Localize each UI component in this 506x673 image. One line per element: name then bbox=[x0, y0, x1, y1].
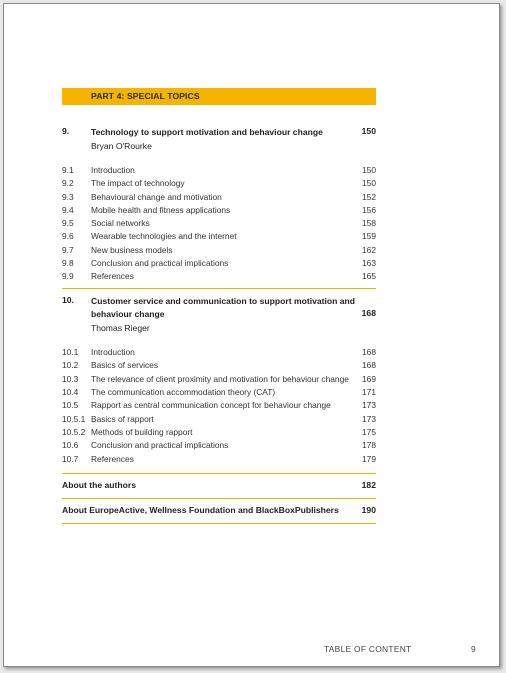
chapter-heading[interactable] bbox=[62, 295, 376, 336]
section-page: 173 bbox=[362, 413, 376, 424]
section-title: The relevance of client proximity and motivation for behaviour change bbox=[91, 373, 349, 384]
divider bbox=[62, 523, 376, 524]
section-number: 10.4 bbox=[62, 387, 79, 398]
section-title: References bbox=[91, 453, 134, 464]
chapter-number: 9. bbox=[62, 126, 70, 136]
section-page: 178 bbox=[362, 440, 376, 451]
section-title: Conclusion and practical implications bbox=[91, 440, 229, 451]
chapter-author: Thomas Rieger bbox=[91, 322, 150, 333]
section-title: References bbox=[91, 271, 134, 282]
section-number: 9.8 bbox=[62, 258, 74, 269]
toc-entry[interactable] bbox=[62, 177, 376, 190]
about-page: 190 bbox=[361, 504, 376, 515]
chapter-page: 168 bbox=[361, 308, 376, 319]
section-number: 10.7 bbox=[62, 453, 79, 464]
footer-label: TABLE OF CONTENT bbox=[324, 644, 412, 654]
section-number: 9.2 bbox=[62, 178, 74, 189]
section-number: 10.1 bbox=[62, 347, 79, 358]
toc-entry[interactable] bbox=[62, 426, 376, 439]
part-banner: PART 4: SPECIAL TOPICS bbox=[62, 88, 376, 105]
toc-entry[interactable] bbox=[62, 244, 376, 257]
section-page: 159 bbox=[362, 231, 376, 242]
section-page: 150 bbox=[362, 178, 376, 189]
toc-entry[interactable] bbox=[62, 230, 376, 243]
section-title: Behavioural change and motivation bbox=[91, 191, 222, 202]
section-page: 152 bbox=[362, 191, 376, 202]
section-page: 168 bbox=[362, 360, 376, 371]
section-title: The impact of technology bbox=[91, 178, 185, 189]
section-title: Rapport as central communication concept for behaviour change bbox=[91, 400, 331, 411]
toc-entry[interactable] bbox=[62, 204, 376, 217]
toc-entry[interactable] bbox=[62, 164, 376, 177]
section-page: 179 bbox=[362, 453, 376, 464]
section-title: New business models bbox=[91, 244, 173, 255]
section-page: 173 bbox=[362, 400, 376, 411]
divider bbox=[62, 498, 376, 499]
section-number: 10.6 bbox=[62, 440, 79, 451]
section-number: 10.5 bbox=[62, 400, 79, 411]
section-page: 150 bbox=[362, 165, 376, 175]
section-page: 175 bbox=[362, 426, 376, 437]
section-title: Social networks bbox=[91, 218, 150, 229]
section-page: 162 bbox=[362, 244, 376, 255]
section-page: 156 bbox=[362, 204, 376, 215]
section-page: 169 bbox=[362, 373, 376, 384]
section-page: 158 bbox=[362, 218, 376, 229]
section-number: 9.5 bbox=[62, 218, 74, 229]
section-page: 171 bbox=[362, 387, 376, 398]
toc-entry[interactable] bbox=[62, 399, 376, 412]
toc-entry[interactable] bbox=[62, 386, 376, 399]
toc-entry[interactable] bbox=[62, 453, 376, 466]
toc-entry-about-publishers[interactable] bbox=[62, 504, 376, 517]
section-title: Mobile health and fitness applications bbox=[91, 204, 231, 215]
section-title: Wearable technologies and the internet bbox=[91, 231, 237, 242]
section-number: 9.9 bbox=[62, 271, 74, 282]
section-number: 9.4 bbox=[62, 204, 74, 215]
chapter-number: 10. bbox=[62, 294, 74, 305]
toc-entry-about-authors[interactable] bbox=[62, 479, 376, 492]
about-title: About the authors bbox=[62, 479, 136, 490]
section-number: 9.7 bbox=[62, 244, 74, 255]
about-title: About EuropeActive, Wellness Foundation and BlackBoxPublishers bbox=[62, 504, 339, 515]
toc-entry[interactable] bbox=[62, 346, 376, 359]
chapter-heading[interactable] bbox=[62, 126, 376, 153]
toc-entry[interactable] bbox=[62, 257, 376, 270]
toc-entry[interactable] bbox=[62, 191, 376, 204]
section-title: Introduction bbox=[91, 165, 135, 175]
divider bbox=[62, 288, 376, 289]
section-page: 168 bbox=[362, 347, 376, 358]
document-page bbox=[3, 3, 500, 667]
toc-entry[interactable] bbox=[62, 359, 376, 372]
section-number: 9.6 bbox=[62, 231, 74, 242]
section-number: 9.3 bbox=[62, 191, 74, 202]
chapter-author: Bryan O'Rourke bbox=[91, 140, 152, 151]
divider bbox=[62, 473, 376, 474]
section-number: 10.2 bbox=[62, 360, 79, 371]
about-page: 182 bbox=[361, 479, 376, 490]
chapter-title: Technology to support motivation and behaviour change bbox=[91, 127, 323, 137]
chapter-page: 150 bbox=[361, 126, 376, 136]
toc-entry[interactable] bbox=[62, 439, 376, 452]
section-number: 10.5.2 bbox=[62, 426, 86, 437]
section-list bbox=[62, 346, 376, 466]
section-number: 10.3 bbox=[62, 373, 79, 384]
section-title: Basics of services bbox=[91, 360, 159, 371]
page-number: 9 bbox=[471, 644, 476, 654]
section-number: 10.5.1 bbox=[62, 413, 86, 424]
section-number: 9.1 bbox=[62, 165, 74, 175]
section-title: Introduction bbox=[91, 347, 135, 358]
toc-entry[interactable] bbox=[62, 270, 376, 283]
section-title: The communication accommodation theory (CAT) bbox=[91, 387, 276, 398]
toc-entry[interactable] bbox=[62, 373, 376, 386]
section-title: Basics of rapport bbox=[91, 413, 154, 424]
section-title: Methods of building rapport bbox=[91, 426, 193, 437]
chapter-title: Customer service and communication to support motivation and behaviour change bbox=[91, 295, 356, 320]
table-of-contents bbox=[62, 88, 376, 524]
section-list bbox=[62, 164, 376, 284]
toc-entry[interactable] bbox=[62, 217, 376, 230]
section-page: 163 bbox=[362, 258, 376, 269]
section-title: Conclusion and practical implications bbox=[91, 258, 229, 269]
section-page: 165 bbox=[362, 271, 376, 282]
toc-entry[interactable] bbox=[62, 413, 376, 426]
